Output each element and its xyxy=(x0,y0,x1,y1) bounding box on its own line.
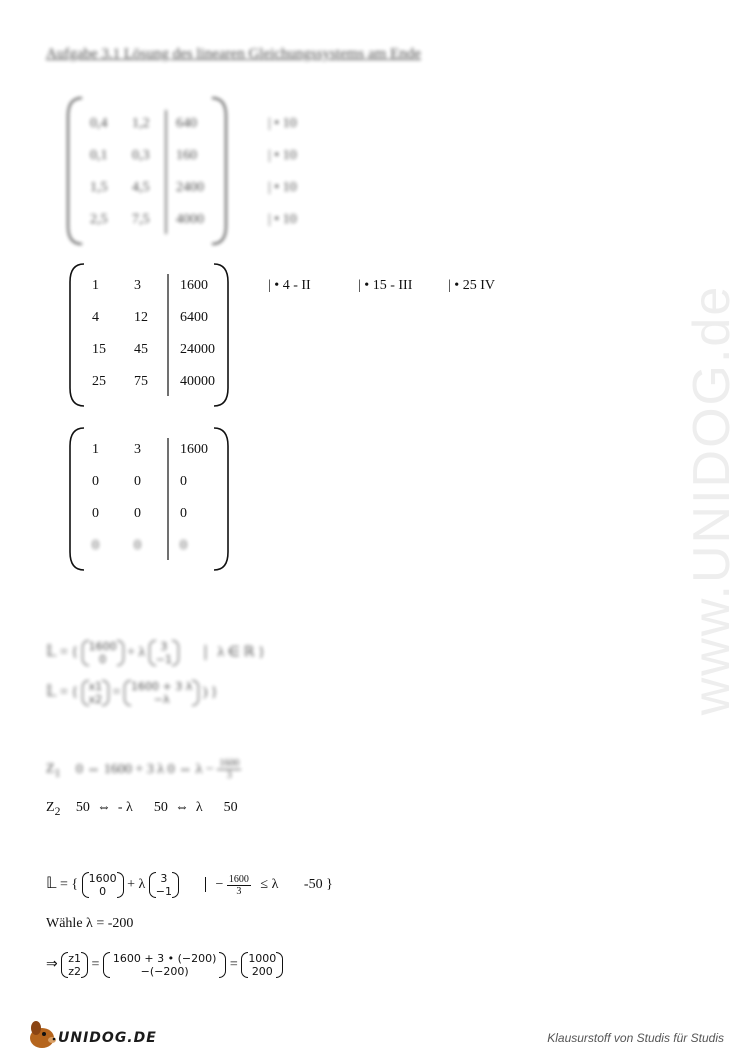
z-label: Z xyxy=(46,761,55,777)
constraint-z1 xyxy=(46,758,241,781)
vector xyxy=(82,872,124,898)
result: ⇒ z1 z2 = 1600 + 3 • (−200) −(−200) = 1000 200 xyxy=(46,952,283,978)
logo-text: UNIDOG.DE xyxy=(58,1030,157,1046)
vector-entry: 0 xyxy=(99,653,107,666)
vector xyxy=(149,872,179,898)
set-symbol: 𝕃 xyxy=(46,641,57,661)
final-solution-set: 𝕃 = { 1600 0 + λ 3 −1 − $\frac{1600}{3}$ ≤ λ -50 } xyxy=(46,872,333,898)
vector-entry: 1600 + 3 λ xyxy=(131,680,193,693)
vector-entry: 1600 xyxy=(88,640,117,653)
matrix-cell: 6400 xyxy=(180,310,208,325)
matrix-cell: 1 xyxy=(92,442,99,457)
vector-entry: z2 xyxy=(68,965,82,978)
matrix-cell: 3 xyxy=(134,442,141,457)
footer-slogan: Klausurstoff von Studis für Studis xyxy=(547,1031,724,1045)
watermark: www.UNIDOG.de xyxy=(683,284,741,716)
matrix-cell: 3 xyxy=(134,278,141,293)
row-operation: | • 10 xyxy=(268,180,297,195)
matrix-cell: 12 xyxy=(134,310,148,325)
row-operation: | • 25 IV xyxy=(448,278,495,293)
matrix-2 xyxy=(68,262,238,410)
matrix-cell: 640 xyxy=(176,116,197,131)
vector-entry: −(−200) xyxy=(140,965,189,978)
vector xyxy=(241,952,283,978)
row-operation: | • 10 xyxy=(268,116,297,131)
z-sub: 1 xyxy=(54,766,61,780)
row-operation: | • 10 xyxy=(268,212,297,227)
vector xyxy=(82,680,110,706)
matrix-1 xyxy=(66,96,236,246)
matrix-cell: 15 xyxy=(92,342,106,357)
dog-logo-icon xyxy=(24,1016,60,1052)
matrix-cell: 40000 xyxy=(180,374,215,389)
vector-entry: 0 xyxy=(99,885,107,898)
fraction-den: 3 xyxy=(226,770,232,781)
vector xyxy=(124,680,199,706)
matrix-cell: 0 xyxy=(134,538,141,553)
matrix-cell: 45 xyxy=(134,342,148,357)
matrix-cell: 7,5 xyxy=(132,212,150,227)
matrix-cell: 4000 xyxy=(176,212,204,227)
matrix-cell: 160 xyxy=(176,148,197,163)
matrix-cell: 4,5 xyxy=(132,180,150,195)
fraction xyxy=(227,874,251,897)
vector-entry: 3 xyxy=(160,640,168,653)
vector-entry: z1 xyxy=(68,952,82,965)
solution-set-1: 𝕃 = { 1600 0 + λ 3 −1 λ ∈ ℝ } xyxy=(46,640,265,666)
matrix-cell: 75 xyxy=(134,374,148,389)
matrix-cell: 0 xyxy=(180,474,187,489)
page-title: Aufgabe 3.1 Lösung des linearen Gleichungssystems am Ende xyxy=(46,46,421,62)
choose-lambda: Wähle λ = -200 xyxy=(46,916,134,931)
set-symbol: 𝕃 xyxy=(46,873,57,893)
closing: -50 } xyxy=(303,877,333,893)
matrix-cell: 0 xyxy=(92,474,99,489)
solution-set-2: 𝕃 = { x1 x2 = 1600 + 3 λ −λ ) } xyxy=(46,680,218,706)
set-symbol: 𝕃 xyxy=(46,681,57,701)
matrix-cell: 24000 xyxy=(180,342,215,357)
vector-entry: 1600 + 3 • (−200) xyxy=(112,952,217,965)
constraint-text: 0 ⇔ 1600 + 3 λ 0 ⇔ λ − xyxy=(75,761,214,777)
matrix-cell: 0 xyxy=(92,538,99,553)
closing: ) } xyxy=(202,685,218,701)
row-operation: | • 4 - II xyxy=(268,278,311,293)
vector-entry: 3 xyxy=(160,872,168,885)
vector-entry: x1 xyxy=(88,680,103,693)
matrix-cell: 0 xyxy=(92,506,99,521)
matrix-cell: 0,3 xyxy=(132,148,150,163)
matrix-cell: 0,4 xyxy=(90,116,108,131)
row-operation: | • 15 - III xyxy=(358,278,413,293)
vector-entry: −λ xyxy=(153,693,170,706)
matrix-cell: 1 xyxy=(92,278,99,293)
inequality: ≤ λ xyxy=(260,877,279,893)
vector-entry: −1 xyxy=(155,653,173,666)
vector xyxy=(149,640,179,666)
matrix-cell: 1,5 xyxy=(90,180,108,195)
matrix-cell: 2400 xyxy=(176,180,204,195)
matrix-cell: 0 xyxy=(134,506,141,521)
matrix-cell: 0 xyxy=(134,474,141,489)
condition: λ ∈ ℝ } xyxy=(205,645,265,660)
vector xyxy=(103,952,226,978)
matrix-cell: 0 xyxy=(180,506,187,521)
vector xyxy=(61,952,88,978)
implies-arrow: ⇒ xyxy=(46,957,58,973)
fraction-den: 3 xyxy=(236,885,242,897)
matrix-cell: 4 xyxy=(92,310,99,325)
z-sub: 2 xyxy=(54,804,61,818)
matrix-cell: 0 xyxy=(180,538,187,553)
matrix-cell: 1600 xyxy=(180,442,208,457)
fraction-num: 1600 xyxy=(219,758,240,769)
vector-entry: 1000 xyxy=(248,952,277,965)
vector-entry: −1 xyxy=(155,885,173,898)
fraction-num: 1600 xyxy=(228,873,249,885)
matrix-cell: 1,2 xyxy=(132,116,150,131)
vector-entry: 1600 xyxy=(88,872,117,885)
matrix-cell: 0,1 xyxy=(90,148,108,163)
matrix-3 xyxy=(68,426,238,574)
vector-entry: 200 xyxy=(251,965,273,978)
fraction xyxy=(217,758,241,781)
matrix-cell: 2,5 xyxy=(90,212,108,227)
constraint-text: 50 ⇔ - λ 50 ⇔ λ 50 xyxy=(75,800,238,815)
vector xyxy=(82,640,124,666)
matrix-cell: 25 xyxy=(92,374,106,389)
row-operation: | • 10 xyxy=(268,148,297,163)
constraint-z2 xyxy=(46,800,238,818)
matrix-cell: 1600 xyxy=(180,278,208,293)
vector-entry: x2 xyxy=(88,693,103,706)
z-label: Z xyxy=(46,800,55,815)
